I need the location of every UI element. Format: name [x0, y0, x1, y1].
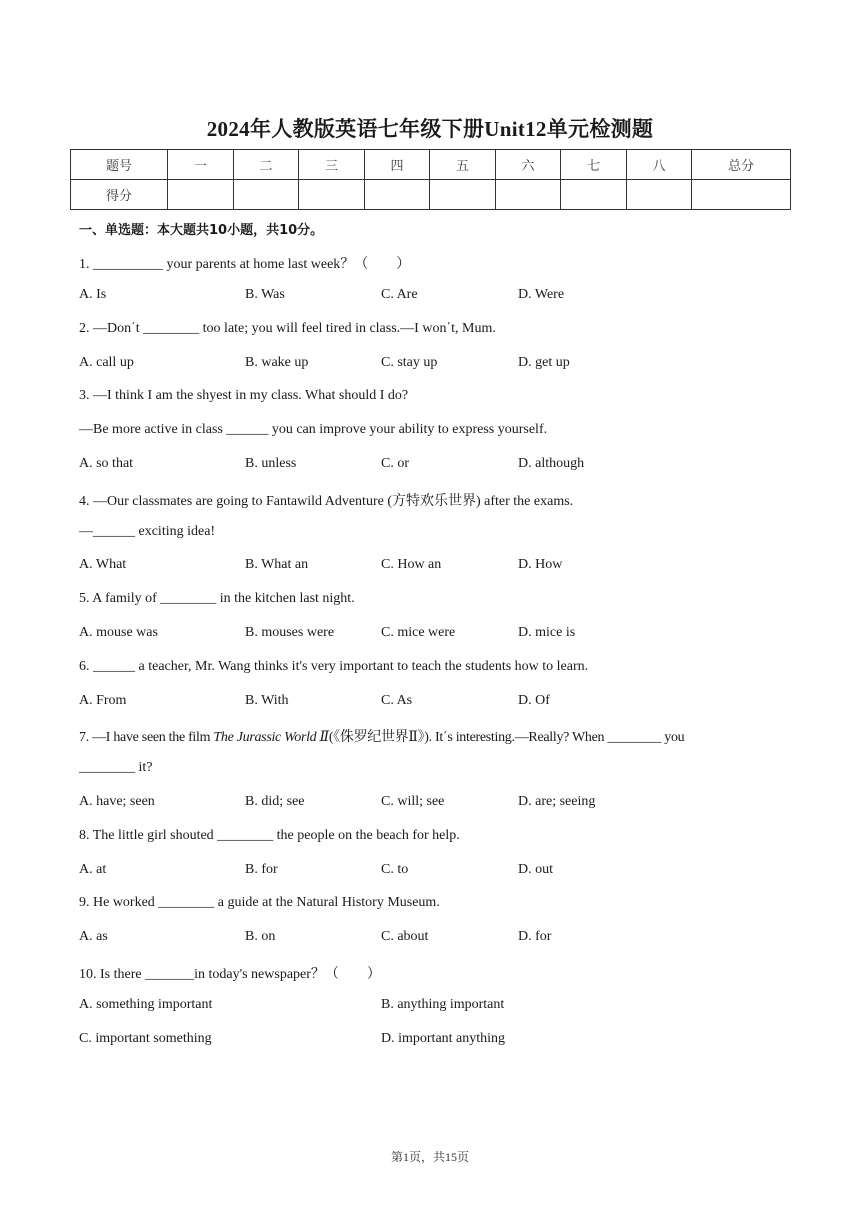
- film-title: The Jurassic World Ⅱ: [213, 730, 329, 745]
- option: B. for: [245, 862, 278, 877]
- question-stem-continued: —Be more active in class ______ you can improve your ability to express yourself.: [79, 422, 548, 437]
- option: C. stay up: [381, 355, 438, 370]
- option: C. As: [381, 693, 413, 708]
- score-header-cell: 六: [496, 150, 561, 180]
- option: A. call up: [79, 355, 134, 370]
- score-cell: [365, 180, 430, 210]
- option: B. anything important: [381, 997, 505, 1012]
- score-header-cell: 八: [627, 150, 692, 180]
- page-footer: 第1页，共15页: [390, 1150, 469, 1164]
- option: D. although: [518, 456, 585, 471]
- option: C. Are: [381, 287, 418, 302]
- score-table-score-row: [71, 180, 791, 210]
- option: D. important anything: [381, 1031, 506, 1046]
- option: A. Is: [79, 287, 107, 302]
- option: B. With: [245, 693, 289, 708]
- option: A. From: [79, 693, 127, 708]
- question-stem: 8. The little girl shouted ________ the people on the beach for help.: [79, 828, 460, 843]
- option: A. mouse was: [79, 625, 158, 640]
- option: C. mice were: [381, 625, 456, 640]
- option: A. something important: [79, 997, 213, 1012]
- option: C. important something: [79, 1031, 212, 1046]
- score-header-cell: 一: [168, 150, 234, 180]
- score-cell: [168, 180, 234, 210]
- question-stem: 10. Is there _______in today's newspaper？（ ）: [79, 967, 381, 982]
- score-header-cell: 二: [234, 150, 299, 180]
- score-header-cell: 七: [561, 150, 627, 180]
- question-stem: 1. __________ your parents at home last week？（ ）: [79, 257, 411, 272]
- score-cell: [299, 180, 365, 210]
- document-title: 2024年人教版英语七年级下册Unit12单元检测题: [206, 117, 654, 141]
- option: A. at: [79, 862, 107, 877]
- score-cell: [430, 180, 496, 210]
- score-row-label: 得分: [71, 180, 168, 210]
- score-cell: [234, 180, 299, 210]
- score-cell: [496, 180, 561, 210]
- score-cell: [627, 180, 692, 210]
- option: D. Of: [518, 693, 550, 708]
- option: D. for: [518, 929, 552, 944]
- question-stem-part: (《侏罗纪世界Ⅱ》). It΄s interesting.—Really? When ________ you: [328, 730, 685, 745]
- option: D. out: [518, 862, 553, 877]
- score-table-header-row: [71, 150, 791, 180]
- score-header-cell: 题号: [71, 150, 168, 180]
- option: C. to: [381, 862, 409, 877]
- score-header-cell: 总分: [692, 150, 791, 180]
- option: D. Were: [518, 287, 565, 302]
- option: A. have; seen: [79, 794, 155, 809]
- score-table: [70, 149, 791, 210]
- option: A. so that: [79, 456, 134, 471]
- score-header-cell: 三: [299, 150, 365, 180]
- question-stem: 5. A family of ________ in the kitchen last night.: [79, 591, 355, 606]
- option: D. How: [518, 557, 563, 572]
- option: B. What an: [245, 557, 309, 572]
- option: C. will; see: [381, 794, 445, 809]
- question-stem-continued: ________ it?: [79, 760, 153, 775]
- score-cell: [692, 180, 791, 210]
- question-stem: 9. He worked ________ a guide at the Natural History Museum.: [79, 895, 440, 910]
- score-header-cell: 四: [365, 150, 430, 180]
- question-stem-continued: —______ exciting idea!: [79, 524, 216, 539]
- option: D. mice is: [518, 625, 576, 640]
- option: B. wake up: [245, 355, 309, 370]
- section-heading: 一、单选题：本大题共10小题，共10分。: [79, 223, 324, 238]
- question-stem-part: 7. —I have seen the film: [79, 730, 214, 745]
- question-stem: 2. —Don΄t ________ too late; you will feel tired in class.—I won΄t, Mum.: [79, 321, 496, 336]
- option: B. Was: [245, 287, 285, 302]
- question-stem: 4. —Our classmates are going to Fantawild Adventure (方特欢乐世界) after the exams.: [79, 494, 574, 509]
- option: B. did; see: [245, 794, 305, 809]
- option: D. get up: [518, 355, 570, 370]
- option: D. are; seeing: [518, 794, 596, 809]
- option: B. unless: [245, 456, 297, 471]
- option: C. about: [381, 929, 429, 944]
- option: A. as: [79, 929, 108, 944]
- question-stem: 3. —I think I am the shyest in my class. What should I do?: [79, 388, 409, 403]
- question-stem: 6. ______ a teacher, Mr. Wang thinks it's very important to teach the students how to learn.: [79, 659, 589, 674]
- option: A. What: [79, 557, 127, 572]
- score-header-cell: 五: [430, 150, 496, 180]
- option: C. How an: [381, 557, 442, 572]
- option: B. on: [245, 929, 276, 944]
- score-cell: [561, 180, 627, 210]
- question-stem: [79, 726, 684, 746]
- option: B. mouses were: [245, 625, 335, 640]
- option: C. or: [381, 456, 409, 471]
